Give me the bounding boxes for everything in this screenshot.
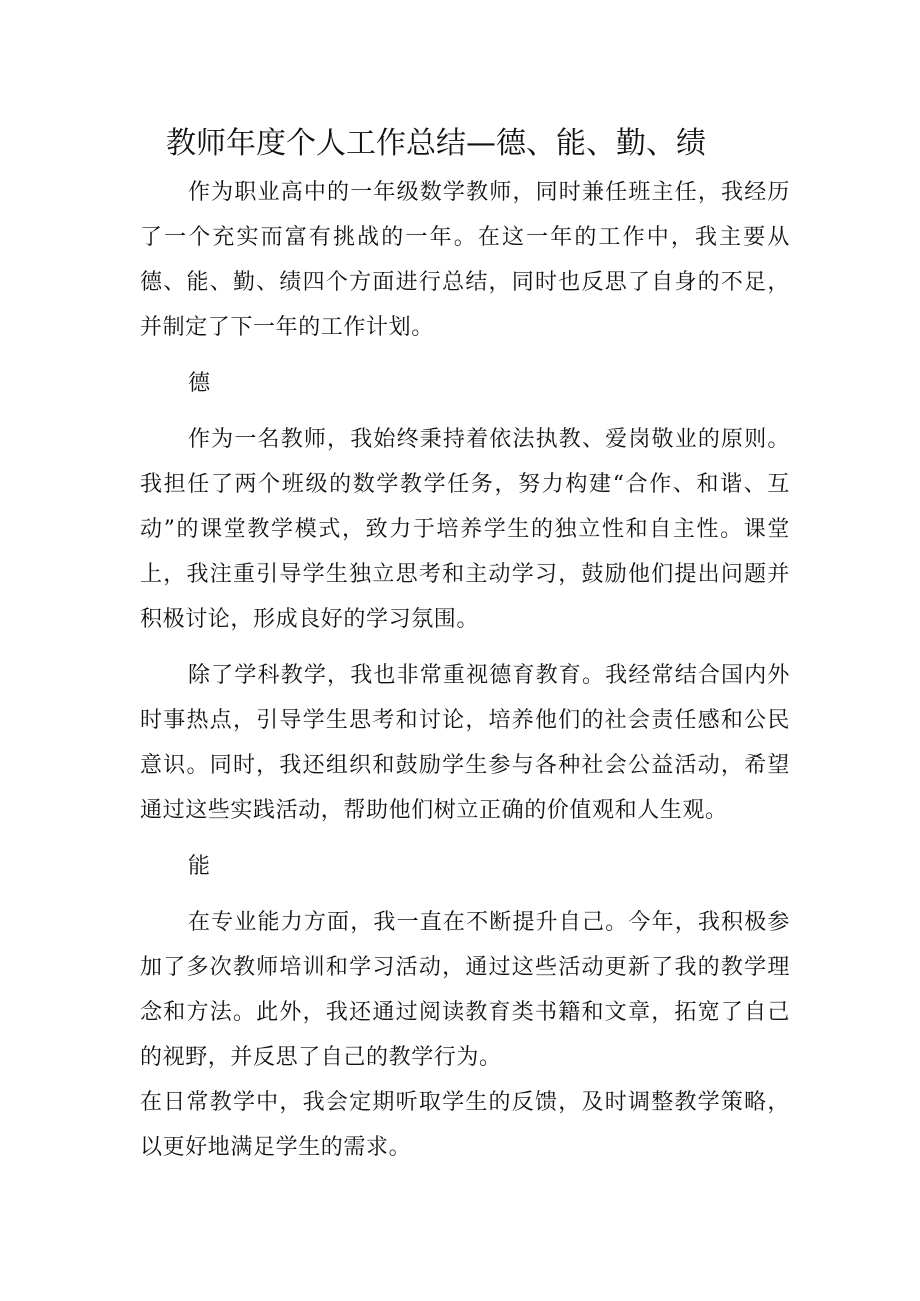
- document-title: 教师年度个人工作总结—德、能、勤、绩: [166, 126, 706, 161]
- section-heading-neng: 能: [188, 854, 211, 879]
- neng-paragraph-1: 在专业能力方面，我一直在不断提升自己。今年，我积极参加了多次教师培训和学习活动，通过这些活动更新了我的教学理念和方法。此外，我还通过阅读教育类书籍和文章，拓宽了自己的视野，并反思了自己的教学行为。: [140, 910, 790, 1070]
- document-body: [140, 170, 790, 1170]
- de-paragraph-1: 作为一名教师，我始终秉持着依法执教、爱岗敬业的原则。我担任了两个班级的数学教学任务，努力构建“合作、和谐、互动”的课堂教学模式，致力于培养学生的独立性和自主性。课堂上，我注重引导学生独立思考和主动学习，鼓励他们提出问题并积极讨论，形成良好的学习氛围。: [140, 427, 790, 632]
- section-heading-de: 德: [188, 371, 211, 396]
- neng-paragraph-2: 在日常教学中，我会定期听取学生的反馈，及时调整教学策略，以更好地满足学生的需求。: [140, 1090, 790, 1160]
- intro-paragraph: 作为职业高中的一年级数学教师，同时兼任班主任，我经历了一个充实而富有挑战的一年。在这一年的工作中，我主要从德、能、勤、绩四个方面进行总结，同时也反思了自身的不足，并制定了下一年的工作计划。: [140, 180, 790, 340]
- de-paragraph-2: 除了学科教学，我也非常重视德育教育。我经常结合国内外时事热点，引导学生思考和讨论，培养他们的社会责任感和公民意识。同时，我还组织和鼓励学生参与各种社会公益活动，希望通过这些实践活动，帮助他们树立正确的价值观和人生观。: [140, 663, 790, 823]
